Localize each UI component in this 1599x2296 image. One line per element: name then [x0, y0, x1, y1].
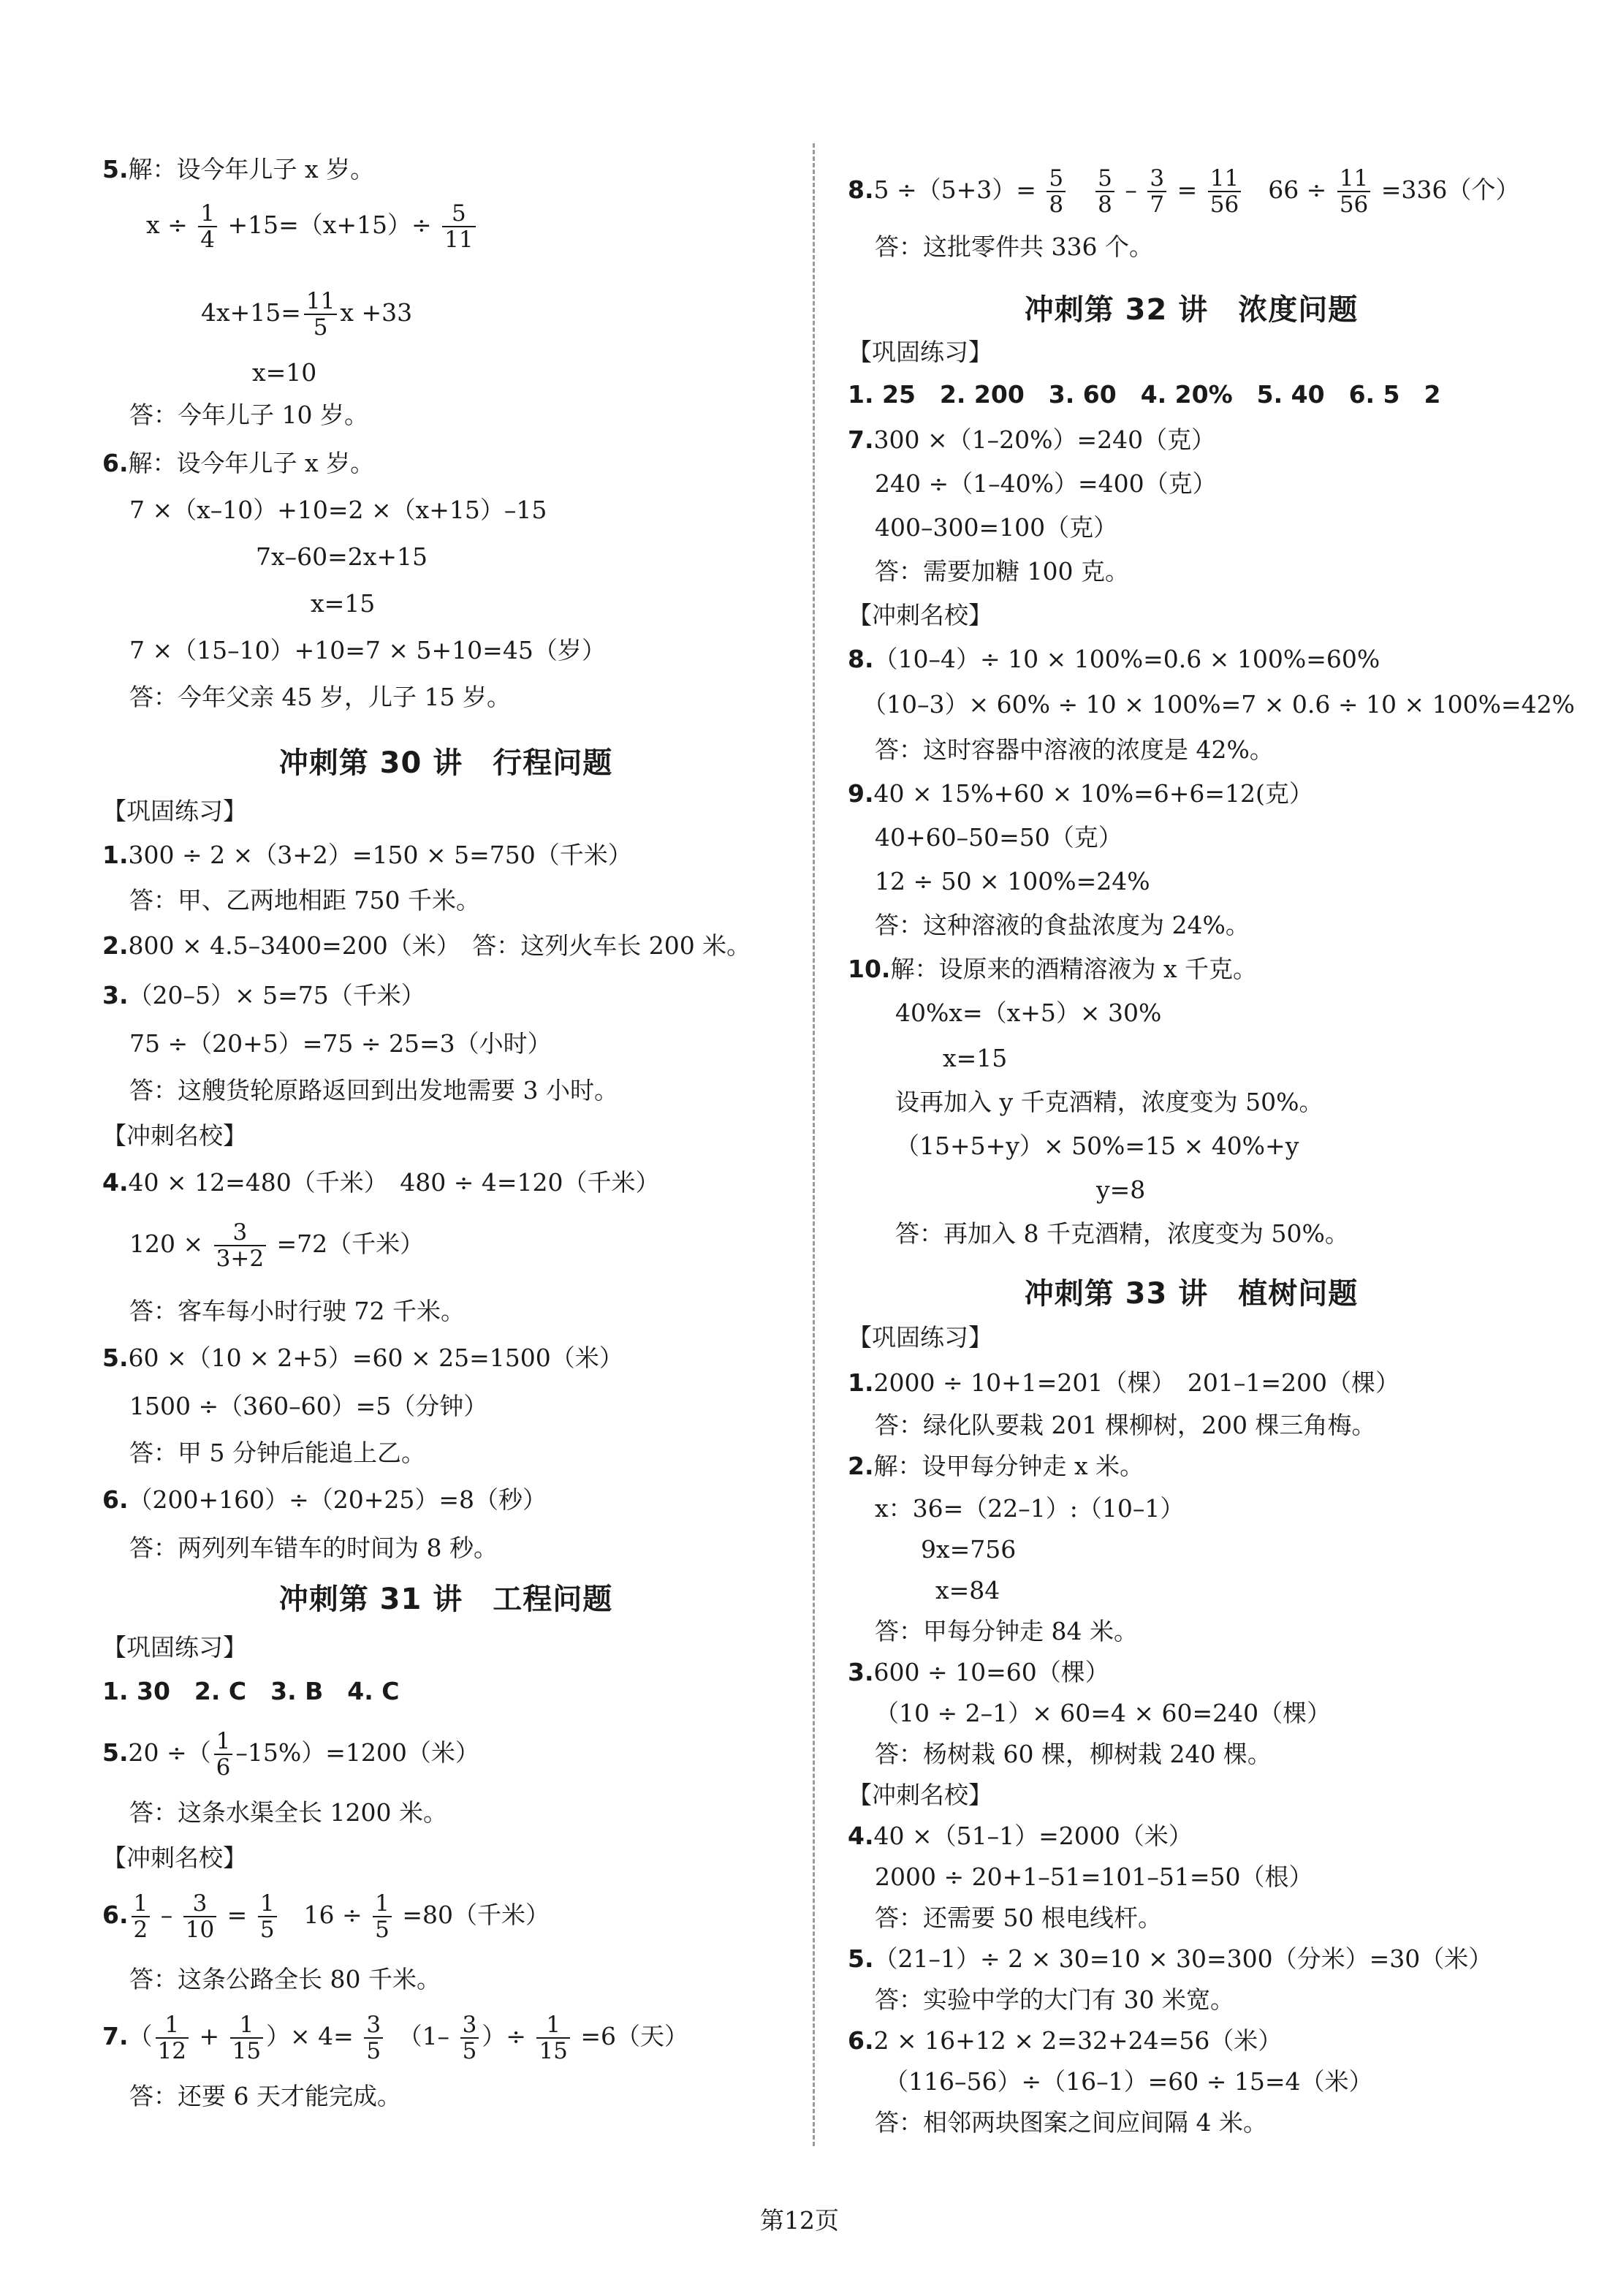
problem-5-eq3: x=10	[252, 358, 317, 387]
q32-10: 10.解：设原来的酒精溶液为 x 千克。	[848, 955, 1258, 983]
q33-2-c: 9x=756	[921, 1535, 1017, 1564]
q32-10-answer: 答：再加入 8 千克酒精，浓度变为 50%。	[895, 1219, 1349, 1248]
q32-8: 8.（10–4）÷ 10 × 100%=0.6 × 100%=60%	[848, 645, 1380, 673]
q33-6-b: （116–56）÷（16–1）=60 ÷ 15=4（米）	[884, 2067, 1373, 2096]
q33-2-b: x：36=（22–1）:（10–1）	[875, 1494, 1185, 1523]
q31-7: 7.（ $\frac{1}{12}$ + $\frac{1}{15}$ ）× 4= $\frac{3}{5}$ （1– $\frac{3}{5}$ ）÷ $\frac{1}{15}$ =6（天）	[102, 2012, 689, 2064]
q32-8-b: （10–3）× 60% ÷ 10 × 100%=7 × 0.6 ÷ 10 × 100%=42%	[862, 690, 1575, 719]
q32-9-b: 40+60–50=50（克）	[875, 823, 1123, 852]
problem-6-head: 6.解：设今年儿子 x 岁。	[102, 449, 375, 477]
q33-2-d: x=84	[935, 1576, 1000, 1604]
section-32-subhead-1: 【巩固练习】	[848, 338, 992, 366]
q30-6-answer: 答：两列列车错车的时间为 8 秒。	[129, 1534, 498, 1562]
q31-5: 5.20 ÷（ $\frac{1}{6}$ –15%）=1200（米）	[102, 1728, 479, 1781]
problem-6-eq4: 7 ×（15–10）+10=7 × 5+10=45（岁）	[129, 636, 606, 664]
q30-3-b: 75 ÷（20+5）=75 ÷ 25=3（小时）	[129, 1029, 552, 1058]
problem-6-eq2: 7x–60=2x+15	[256, 542, 428, 571]
q32-10-e: （15+5+y）× 50%=15 × 40%+y	[895, 1132, 1299, 1160]
problem-5-head: 5.解：设今年儿子 x 岁。	[102, 155, 375, 183]
problem-5-eq1: x ÷ $\frac{1}{4}$ +15=（x+15）÷ $\frac{5}{11}$	[146, 196, 479, 254]
q33-3-b: （10 ÷ 2–1）× 60=4 × 60=240（棵）	[875, 1699, 1332, 1727]
section-32-title: 冲刺第 32 讲 浓度问题	[1024, 293, 1359, 327]
q30-4-answer: 答：客车每小时行驶 72 千米。	[129, 1297, 465, 1325]
q32-7-c: 400–300=100（克）	[875, 513, 1118, 542]
q33-1: 1.2000 ÷ 10+1=201（棵） 201–1=200（棵）	[848, 1368, 1400, 1397]
q30-1-answer: 答：甲、乙两地相距 750 千米。	[129, 886, 480, 914]
section-30-subhead-2: 【冲刺名校】	[102, 1121, 247, 1150]
q30-5: 5.60 ×（10 × 2+5）=60 × 25=1500（米）	[102, 1344, 623, 1372]
q33-4: 4.40 ×（51–1）=2000（米）	[848, 1822, 1193, 1850]
q31-6-answer: 答：这条公路全长 80 千米。	[129, 1965, 441, 1993]
q30-4: 4.40 × 12=480（千米） 480 ÷ 4=120（千米）	[102, 1168, 660, 1197]
q31-5-answer: 答：这条水渠全长 1200 米。	[129, 1798, 447, 1827]
q32-1-6: 1. 25 2. 200 3. 60 4. 20% 5. 40 6. 5 2	[848, 380, 1441, 409]
q33-6: 6.2 × 16+12 × 2=32+24=56（米）	[848, 2026, 1283, 2055]
q33-6-answer: 答：相邻两块图案之间应间隔 4 米。	[875, 2108, 1267, 2137]
q32-10-c: x=15	[943, 1044, 1008, 1072]
q33-2-answer: 答：甲每分钟走 84 米。	[875, 1617, 1138, 1645]
q33-4-answer: 答：还需要 50 根电线杆。	[875, 1903, 1162, 1932]
q32-9: 9.40 × 15%+60 × 10%=6+6=12(克）	[848, 779, 1313, 808]
section-31-subhead-2: 【冲刺名校】	[102, 1844, 247, 1872]
q30-5-answer: 答：甲 5 分钟后能追上乙。	[129, 1439, 425, 1467]
section-30-subhead-1: 【巩固练习】	[102, 797, 247, 825]
q8-answer: 答：这批零件共 336 个。	[875, 232, 1153, 261]
q30-2: 2.800 × 4.5–3400=200（米） 答：这列火车长 200 米。	[102, 931, 751, 960]
q32-9-c: 12 ÷ 50 × 100%=24%	[875, 867, 1150, 895]
q33-3-answer: 答：杨树栽 60 棵，柳树栽 240 棵。	[875, 1740, 1272, 1768]
q32-7: 7.300 ×（1–20%）=240（克）	[848, 425, 1216, 454]
section-33-subhead-1: 【巩固练习】	[848, 1323, 992, 1352]
section-30-title: 冲刺第 30 讲 行程问题	[278, 746, 613, 780]
problem-5-answer: 答：今年儿子 10 岁。	[129, 401, 368, 429]
q32-7-b: 240 ÷（1–40%）=400（克）	[875, 469, 1217, 498]
section-33-subhead-2: 【冲刺名校】	[848, 1781, 992, 1809]
section-32-subhead-2: 【冲刺名校】	[848, 601, 992, 629]
q33-1-answer: 答：绿化队要栽 201 棵柳树，200 棵三角梅。	[875, 1411, 1376, 1439]
problem-6-eq1: 7 ×（x–10）+10=2 ×（x+15）–15	[129, 496, 547, 524]
q30-6: 6.（200+160）÷（20+25）=8（秒）	[102, 1485, 547, 1514]
q30-3-answer: 答：这艘货轮原路返回到出发地需要 3 小时。	[129, 1076, 618, 1105]
problem-5-eq2: 4x+15= $\frac{11}{5}$ x +33	[201, 288, 413, 341]
q30-4-b: 120 × $\frac{3}{3+2}$ =72（千米）	[129, 1219, 425, 1272]
q30-5-b: 1500 ÷（360–60）=5（分钟）	[129, 1392, 488, 1420]
section-31-subhead-1: 【巩固练习】	[102, 1633, 247, 1662]
q32-8-answer: 答：这时容器中溶液的浓度是 42%。	[875, 735, 1274, 764]
q30-1: 1.300 ÷ 2 ×（3+2）=150 × 5=750（千米）	[102, 841, 632, 869]
q32-10-b: 40%x=（x+5）× 30%	[895, 999, 1162, 1027]
q32-9-answer: 答：这种溶液的食盐浓度为 24%。	[875, 911, 1250, 939]
q33-4-b: 2000 ÷ 20+1–51=101–51=50（根）	[875, 1863, 1313, 1891]
q32-10-d: 设再加入 y 千克酒精，浓度变为 50%。	[895, 1088, 1323, 1116]
section-31-title: 冲刺第 31 讲 工程问题	[278, 1583, 613, 1616]
q32-7-answer: 答：需要加糖 100 克。	[875, 557, 1129, 586]
q31-6: 6. $\frac{1}{2}$ – $\frac{3}{10}$ = $\frac{1}{5}$ 16 ÷ $\frac{1}{5}$ =80（千米）	[102, 1890, 550, 1943]
section-33-title: 冲刺第 33 讲 植树问题	[1024, 1277, 1359, 1311]
q31-1-4: 1. 30 2. C 3. B 4. C	[102, 1677, 400, 1705]
column-divider	[813, 143, 815, 2146]
q33-5: 5.（21–1）÷ 2 × 30=10 × 30=300（分米）=30（米）	[848, 1944, 1493, 1973]
q33-3: 3.600 ÷ 10=60（棵）	[848, 1658, 1109, 1686]
q31-7-answer: 答：还要 6 天才能完成。	[129, 2082, 401, 2110]
problem-6-answer: 答：今年父亲 45 岁，儿子 15 岁。	[129, 683, 511, 711]
page-number: 第12页	[760, 2206, 839, 2235]
q33-5-answer: 答：实验中学的大门有 30 米宽。	[875, 1985, 1234, 2014]
q8: 8.5 ÷（5+3）= $\frac{5}{8}$ $\frac{5}{8}$ – $\frac{3}{7}$ = $\frac{11}{56}$ 66 ÷ $\frac{11}{56}$ =336（个）	[848, 165, 1520, 218]
q30-3: 3.（20–5）× 5=75（千米）	[102, 981, 425, 1009]
q32-10-f: y=8	[1096, 1175, 1146, 1204]
q33-2: 2.解：设甲每分钟走 x 米。	[848, 1452, 1144, 1480]
problem-6-eq3: x=15	[311, 589, 376, 618]
